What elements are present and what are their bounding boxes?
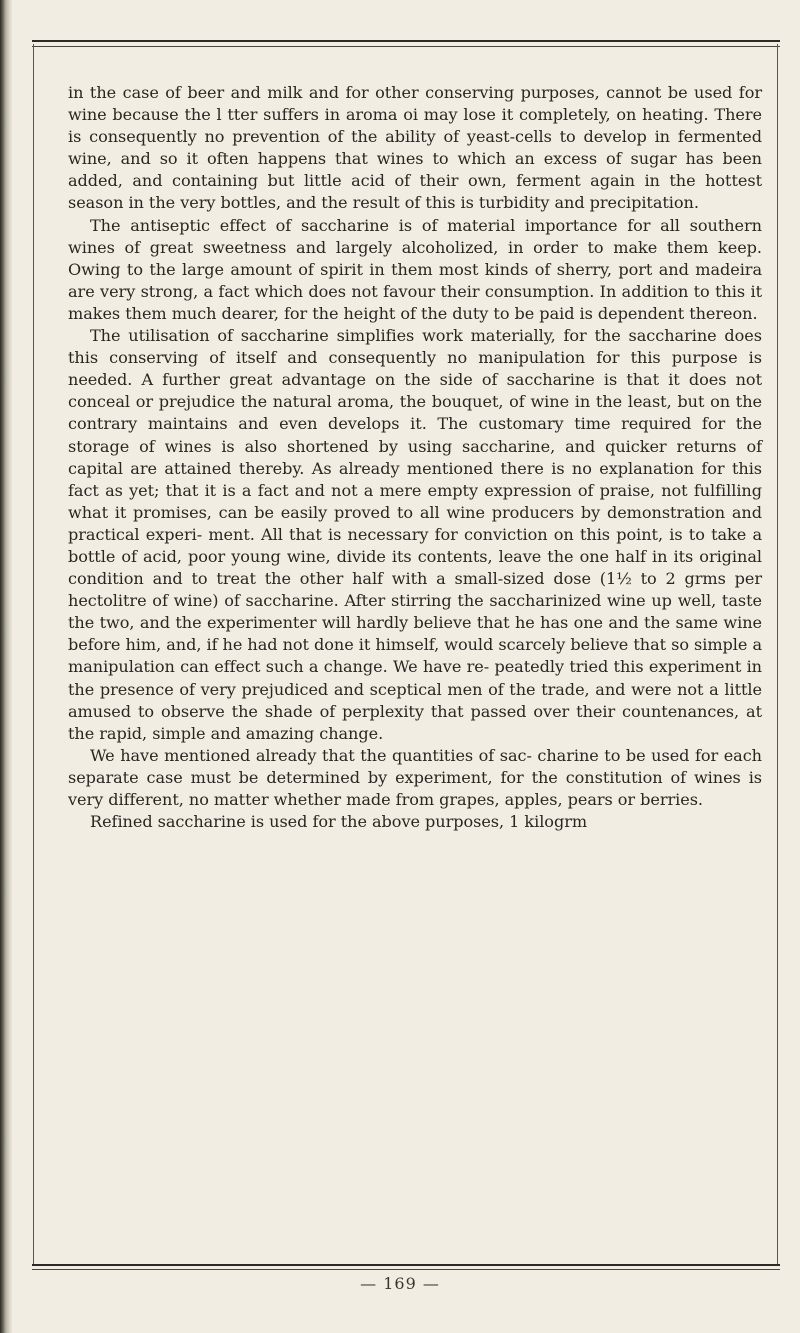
frame-top-rule	[32, 40, 780, 47]
paragraph: in the case of beer and milk and for other conserving purposes, cannot be used for wine because the l tter suffers in aroma oi may lose it completely, on heating. There is consequently no prevention of the ability of yeast-cells to develop in fermented wine, and so it often happens that wines to which an excess of sugar has been added, and containing but little acid of their own, ferment again in the hottest season in the very bottles, and the result of this is turbidity and precipitation.	[68, 83, 762, 213]
paragraph: We have mentioned already that the quantities of sac- charine to be used for each separate case must be determined by experiment, for the constitution of wines is very different, no matter whether made from grapes, apples, pears or berries.	[68, 745, 762, 809]
frame-bottom-rule	[32, 1264, 780, 1270]
page-binding-edge	[0, 0, 12, 1333]
frame-left-rule	[33, 44, 34, 1266]
paragraph: The antiseptic effect of saccharine is of material importance for all southern wines of great sweetness and largely alcoholized, in order to make them keep. Owing to the large amount of spirit in them most kinds of sherry, port and madeira are very strong, a fact which does not favour their consumption. In addition to this it makes them much dearer, for the height of the duty to be paid is dependent thereon.	[68, 215, 762, 323]
paragraph: Refined saccharine is used for the above purposes, 1 kilogrm	[90, 812, 588, 832]
paragraph: The utilisation of saccharine simplifies work materially, for the saccharine does this conserving of itself and consequently no manipulation for this purpose is needed. A further great advantage on the side of saccharine is that it does not conceal or prejudice the natural aroma, the bouquet, of wine in the least, but on the contrary maintains and even develops it. The customary time required for the storage of wines is also shortened by using saccharine, and quicker returns of capital are attained thereby. As already mentioned there is no explanation for this fact as yet; that it is a fact and not a mere empty expression of praise, not fulfilling what it promises, can be easily proved to all wine producers by demonstration and practical experi- ment. All that is necessary for conviction on this point, is to take a bottle of acid, poor young wine, divide its contents, leave the one half in its original condition and to treat the other half with a small-sized dose (1½ to 2 grms per hectolitre of wine) of saccharine. After stirring the saccharinized wine up well, taste the two, and the experimenter will hardly believe that he has one and the same wine before him, and, if he had not done it himself, would scarcely believe that so simple a manipulation can effect such a change. We have re- peatedly tried this experiment in the presence of very prejudiced and sceptical men of the trade, and were not a little amused to observe the shade of perplexity that passed over their countenances, at the rapid, simple and amazing change.	[68, 326, 762, 743]
page-body	[68, 82, 762, 833]
page-number: — 169 —	[360, 1274, 440, 1293]
frame-right-rule	[777, 44, 778, 1266]
